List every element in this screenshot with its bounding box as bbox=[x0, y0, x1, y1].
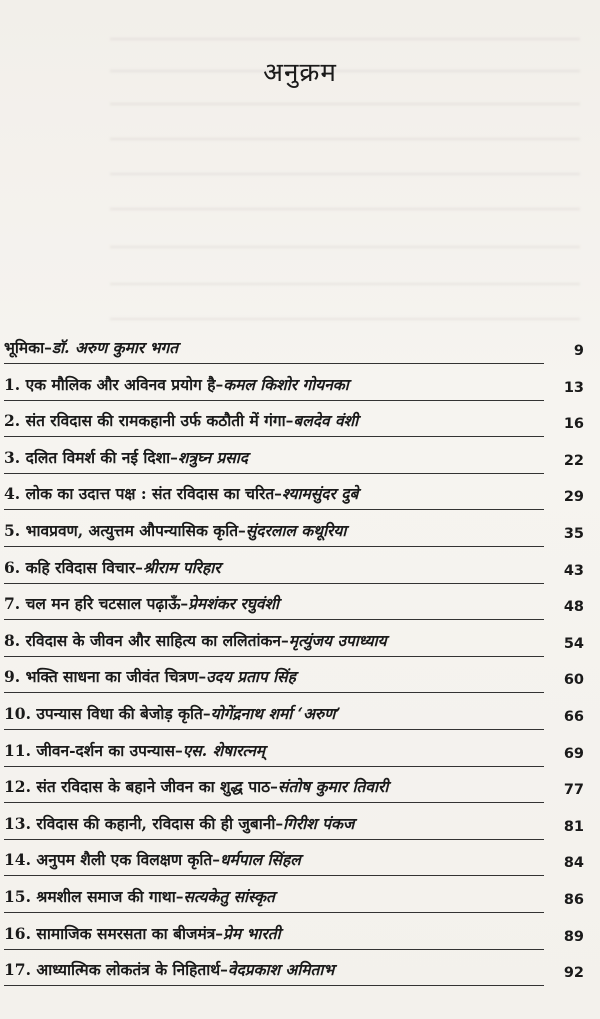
toc-dash: – bbox=[285, 411, 294, 431]
toc-entry-text bbox=[4, 629, 544, 657]
toc-entry-text bbox=[4, 665, 544, 693]
toc-entry-text bbox=[4, 519, 544, 547]
toc-entry-page: 92 bbox=[563, 965, 584, 982]
toc-entry-text bbox=[4, 848, 544, 876]
toc-entry-author: प्रेम भारती bbox=[223, 923, 281, 943]
toc-entry-title: रविदास की कहानी, रविदास की ही जुबानी bbox=[36, 813, 276, 833]
toc-dash: – bbox=[215, 923, 224, 943]
toc-entry[interactable] bbox=[4, 364, 584, 401]
toc-entry-page: 16 bbox=[563, 416, 584, 433]
toc-entry-number: 6. bbox=[4, 557, 21, 577]
toc-entry-number: 5. bbox=[4, 520, 21, 540]
toc-entry[interactable] bbox=[4, 620, 584, 657]
toc-entry-number: 16. bbox=[4, 923, 31, 943]
toc-entry-author: योगेंद्रनाथ शर्मा ‘अरुण’ bbox=[210, 703, 341, 723]
toc-entry-title: उपन्यास विधा की बेजोड़ कृति bbox=[36, 703, 203, 723]
toc-entry-text bbox=[4, 812, 544, 840]
toc-entry-title: अनुपम शैली एक विलक्षण कृति bbox=[36, 850, 213, 870]
toc-dash: – bbox=[270, 777, 278, 797]
toc-entry-number: 14. bbox=[4, 850, 31, 870]
toc-dash: – bbox=[215, 374, 224, 394]
toc-entry-page: 81 bbox=[563, 818, 584, 835]
toc-dash: – bbox=[174, 740, 183, 760]
toc-entry-author: श्यामसुंदर दुबे bbox=[281, 484, 359, 504]
toc-entry-page: 54 bbox=[563, 635, 584, 652]
toc-entry[interactable] bbox=[4, 547, 584, 584]
toc-entry-number: 7. bbox=[4, 594, 21, 614]
toc-entry[interactable] bbox=[4, 437, 584, 474]
toc-entry-number: 17. bbox=[4, 960, 31, 980]
toc-entry-page: 29 bbox=[563, 489, 584, 506]
toc-entry-text bbox=[4, 446, 544, 474]
toc-entry-text bbox=[4, 336, 544, 364]
toc-dash: – bbox=[212, 850, 220, 870]
toc-dash: – bbox=[275, 813, 284, 833]
toc-entry-page: 48 bbox=[563, 599, 584, 616]
toc-entry-title: चल मन हरि चटसाल पढ़ाऊँ bbox=[25, 594, 181, 614]
toc-entry-number: 4. bbox=[4, 484, 21, 504]
toc-entry-author: संतोष कुमार तिवारी bbox=[277, 777, 389, 797]
toc-entry-text bbox=[4, 958, 544, 986]
toc-entry-text bbox=[4, 885, 544, 913]
toc-entry-page: 69 bbox=[563, 745, 584, 762]
toc-entry-number: 1. bbox=[4, 374, 21, 394]
toc-dash: – bbox=[220, 960, 228, 980]
toc-entry-page: 22 bbox=[563, 452, 584, 469]
toc-entry-number: 3. bbox=[4, 447, 21, 467]
toc-entry-author: वेदप्रकाश अमिताभ bbox=[227, 960, 335, 980]
toc-dash: – bbox=[180, 594, 189, 614]
toc-entry-author: बलदेव वंशी bbox=[293, 411, 359, 431]
toc-dash: – bbox=[135, 557, 143, 577]
toc-entry-title: संत रविदास की रामकहानी उर्फ कठौती में गंगा bbox=[25, 411, 286, 431]
toc-entry-page: 43 bbox=[563, 562, 584, 579]
toc-entry-author: सुंदरलाल कथूरिया bbox=[245, 520, 347, 540]
toc-entry[interactable] bbox=[4, 584, 584, 621]
page-title: अनुक्रम bbox=[263, 58, 337, 89]
toc-entry[interactable] bbox=[4, 913, 584, 950]
toc-entry-title: भावप्रवण, अत्युत्तम औपन्यासिक कृति bbox=[25, 520, 239, 540]
toc-entry-text bbox=[4, 482, 544, 510]
toc-dash: – bbox=[198, 667, 207, 687]
toc-entry-text bbox=[4, 739, 544, 767]
toc-entry-title: जीवन-दर्शन का उपन्यास bbox=[36, 740, 175, 760]
toc-entry-title: कहि रविदास विचार bbox=[25, 557, 136, 577]
toc-dash: – bbox=[274, 484, 282, 504]
toc-entry-title: लोक का उदात्त पक्ष : संत रविदास का चरित bbox=[25, 484, 275, 504]
toc-entry-text bbox=[4, 592, 544, 620]
toc-entry-author: सत्यकेतु सांस्कृत bbox=[183, 886, 275, 906]
toc-entry-number: 9. bbox=[4, 667, 21, 687]
toc-entry[interactable] bbox=[4, 693, 584, 730]
toc-entry-author: एस. शेषारत्नम् bbox=[182, 740, 266, 760]
toc-entry-page: 35 bbox=[563, 525, 584, 542]
toc-dash: – bbox=[202, 703, 211, 723]
toc-entry[interactable] bbox=[4, 657, 584, 694]
toc-entry-title: एक मौलिक और अविनव प्रयोग है bbox=[25, 374, 216, 394]
toc-entry-number: 15. bbox=[4, 886, 31, 906]
toc-dash: – bbox=[44, 338, 52, 357]
toc-entry[interactable] bbox=[4, 730, 584, 767]
toc-entry-number: 13. bbox=[4, 813, 31, 833]
toc-entry[interactable] bbox=[4, 474, 584, 511]
toc-entry-page: 89 bbox=[563, 928, 584, 945]
toc-entry-page: 13 bbox=[563, 379, 584, 396]
toc-entry-text bbox=[4, 922, 544, 950]
toc-entry-author: उदय प्रताप सिंह bbox=[206, 667, 296, 687]
toc-entry-title: सामाजिक समरसता का बीजमंत्र bbox=[36, 923, 216, 943]
toc-entry-title: श्रमशील समाज की गाथा bbox=[36, 886, 176, 906]
toc-entry-page: 86 bbox=[563, 891, 584, 908]
toc-entry[interactable] bbox=[4, 876, 584, 913]
toc-dash: – bbox=[238, 520, 246, 540]
toc-entry-title: रविदास के जीवन और साहित्य का ललितांकन bbox=[25, 630, 282, 650]
toc-entry-intro[interactable] bbox=[4, 330, 584, 364]
toc-entry[interactable] bbox=[4, 840, 584, 877]
toc-entry-page: 60 bbox=[563, 672, 584, 689]
toc-entry-page: 84 bbox=[563, 855, 584, 872]
toc-dash: – bbox=[175, 886, 184, 906]
toc-entry[interactable] bbox=[4, 803, 584, 840]
toc-entry-title: आध्यात्मिक लोकतंत्र के निहितार्थ bbox=[36, 960, 221, 980]
toc-entry-text bbox=[4, 702, 544, 730]
toc-entry-number: 8. bbox=[4, 630, 21, 650]
toc-entry-page: 9 bbox=[573, 343, 584, 359]
toc-dash: – bbox=[170, 447, 178, 467]
toc-entry-number: 11. bbox=[4, 740, 31, 760]
toc-entry-author: धर्मपाल सिंहल bbox=[219, 850, 301, 870]
toc-entry-author: शत्रुघ्न प्रसाद bbox=[177, 447, 248, 467]
toc-entry-text bbox=[4, 409, 544, 437]
toc-entry-title: संत रविदास के बहाने जीवन का शुद्ध पाठ bbox=[36, 777, 271, 797]
toc-entry-page: 66 bbox=[563, 708, 584, 725]
toc-entry-author: प्रेमशंकर रघुवंशी bbox=[188, 594, 280, 614]
toc-entry-title: भक्ति साधना का जीवंत चित्रण bbox=[25, 667, 199, 687]
toc-entry-author: डॉ. अरुण कुमार भगत bbox=[51, 338, 179, 357]
toc-entry-text bbox=[4, 373, 544, 401]
table-of-contents bbox=[4, 330, 584, 986]
toc-entry-author: श्रीराम परिहार bbox=[142, 557, 221, 577]
toc-entry-number: 2. bbox=[4, 411, 21, 431]
toc-entry[interactable] bbox=[4, 767, 584, 804]
toc-entry-author: गिरीश पंकज bbox=[283, 813, 355, 833]
toc-entry-number: 10. bbox=[4, 703, 31, 723]
toc-entry-text bbox=[4, 556, 544, 584]
toc-entry[interactable] bbox=[4, 510, 584, 547]
toc-entry[interactable] bbox=[4, 950, 584, 987]
toc-entry-page: 77 bbox=[563, 782, 584, 799]
toc-entry-text bbox=[4, 775, 544, 803]
toc-entry-title: भूमिका bbox=[4, 338, 45, 357]
toc-entry-number: 12. bbox=[4, 777, 31, 797]
toc-dash: – bbox=[281, 630, 289, 650]
toc-entry[interactable] bbox=[4, 401, 584, 438]
toc-entry-title: दलित विमर्श की नई दिशा bbox=[25, 447, 171, 467]
toc-entry-author: कमल किशोर गोयनका bbox=[223, 374, 349, 394]
toc-entry-author: मृत्युंजय उपाध्याय bbox=[288, 630, 387, 650]
